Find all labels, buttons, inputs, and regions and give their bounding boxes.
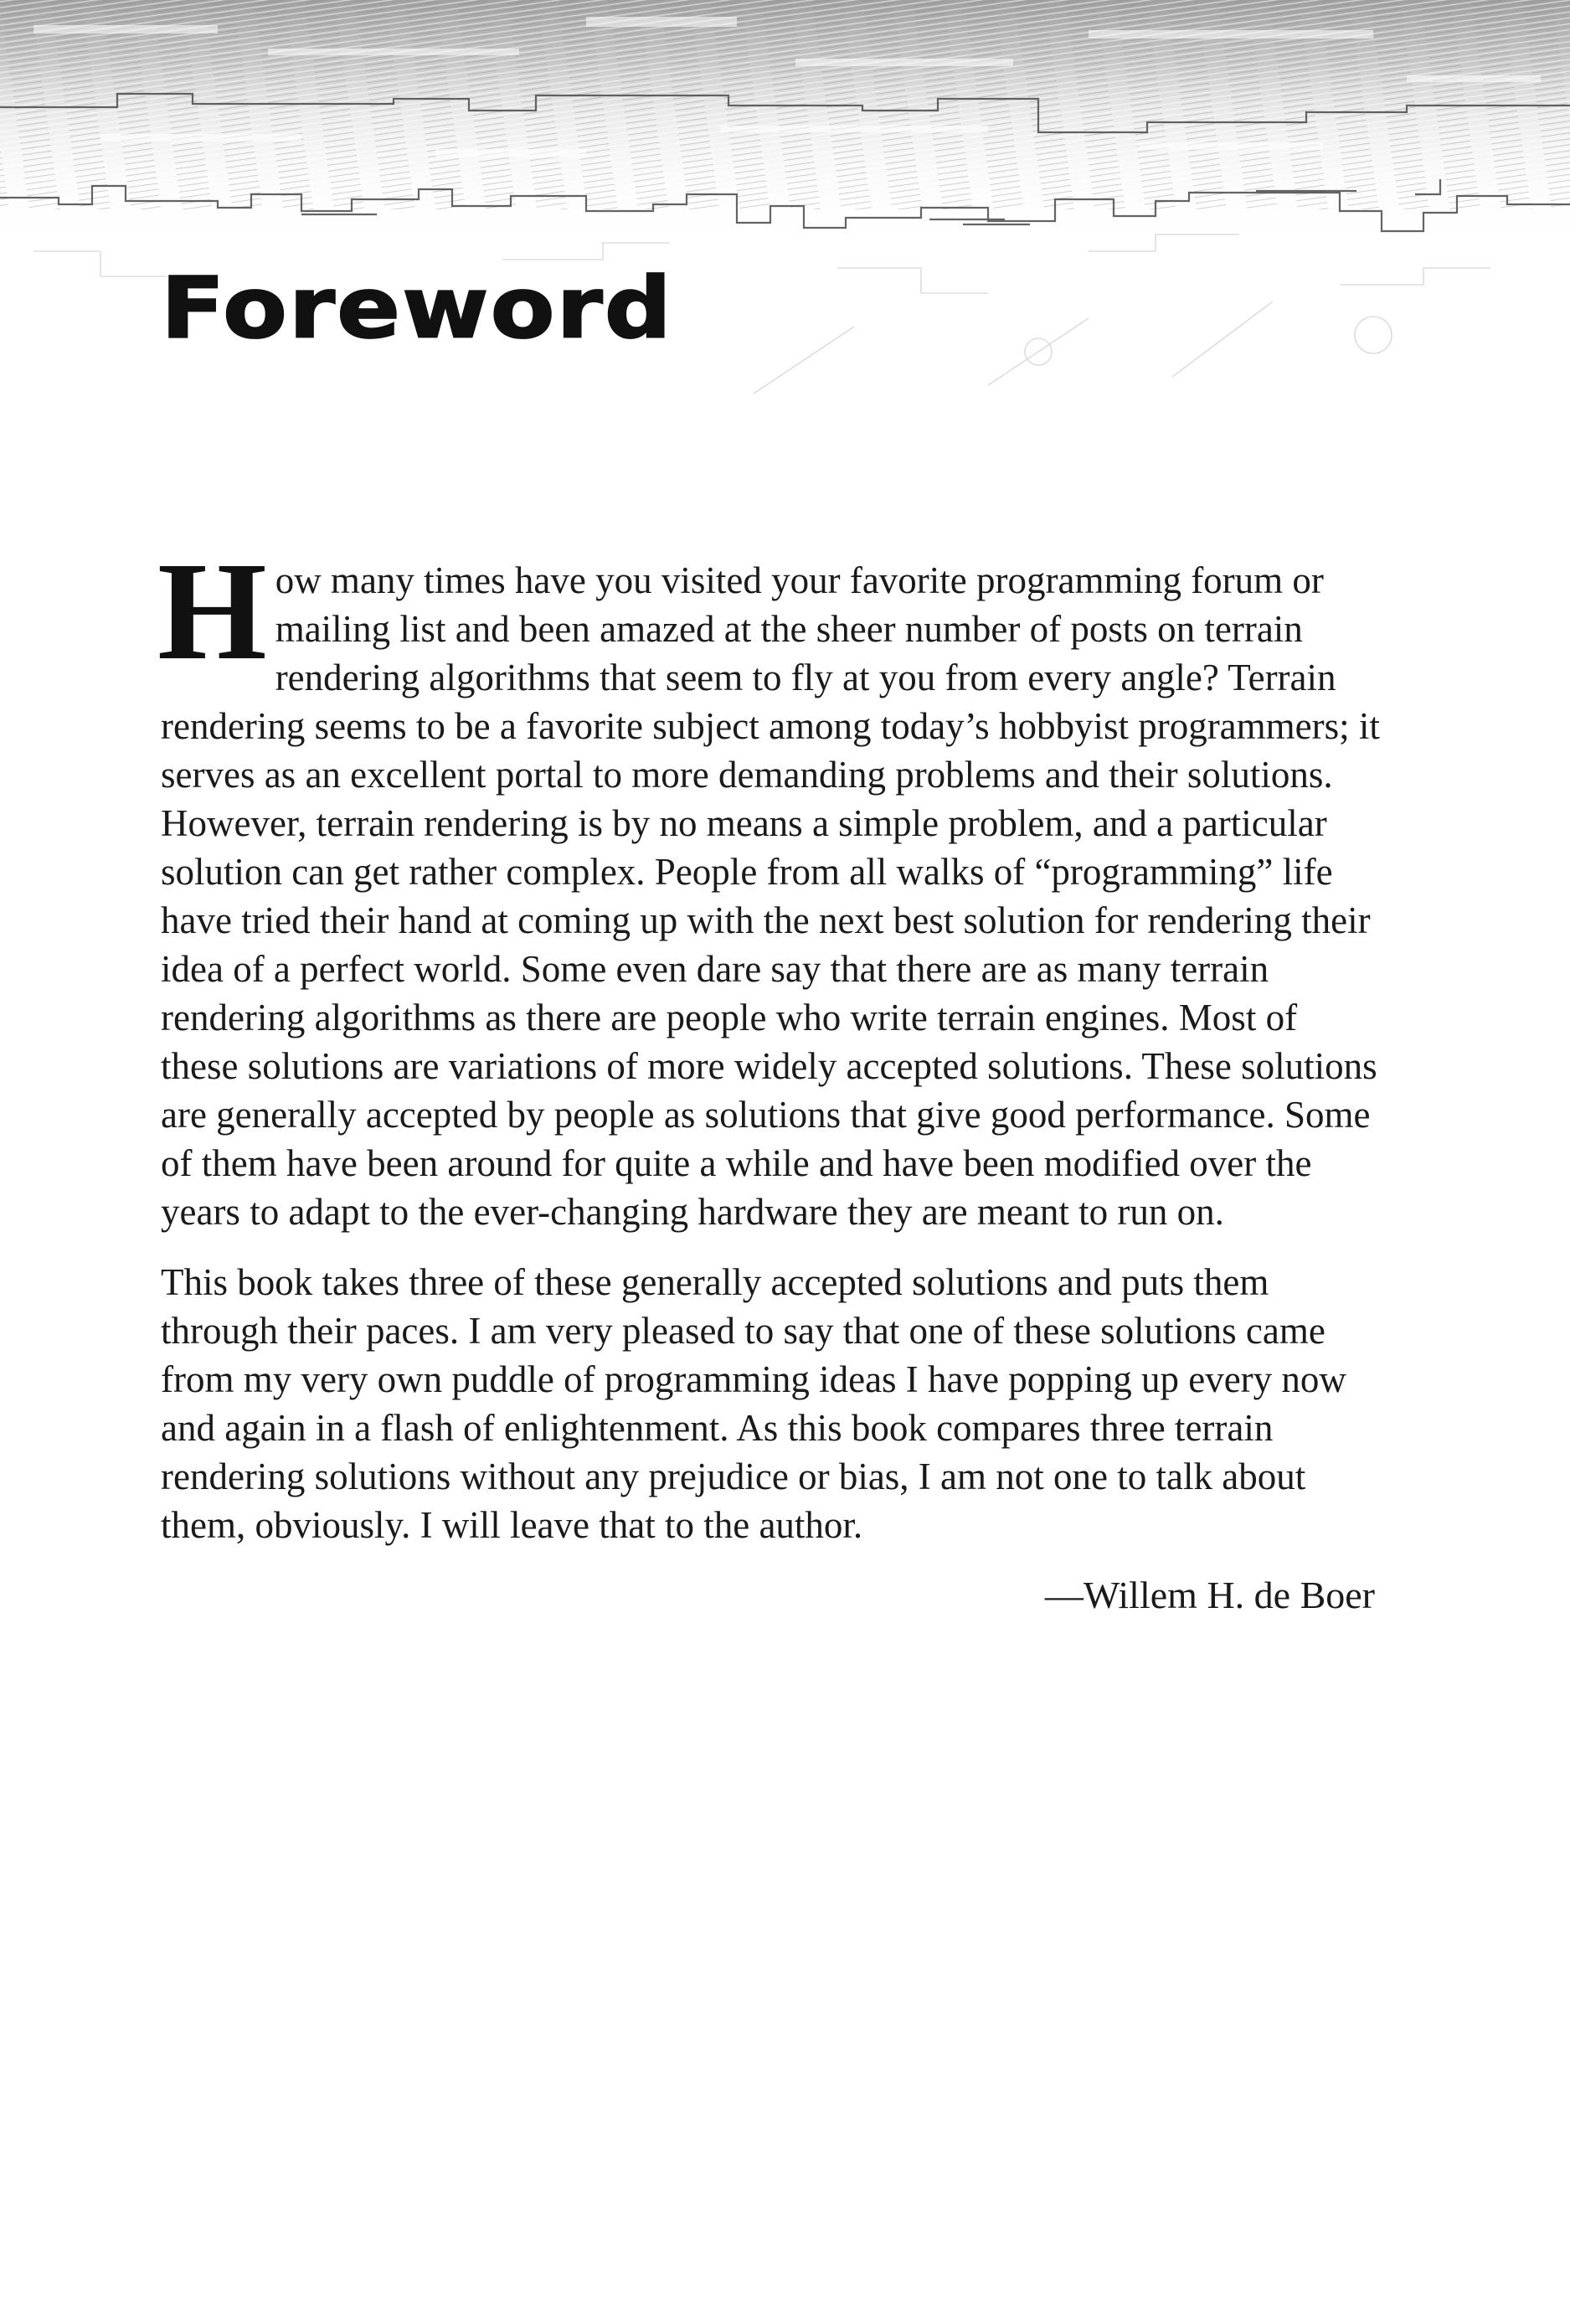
drop-cap: H [157,533,267,689]
header-circuit-decoration [0,0,1570,469]
paragraph-1 [157,533,1383,1236]
chapter-title: Foreword [161,259,673,358]
paragraph-2: This book takes three of these generally accepted solutions and puts them through their paces. I am very pleased to say that one of these solutions came from my very own puddle of programming ideas I have popping up every now and again in a flash of enlightenment. As this book compares three terrain rendering solutions without any prejudice or bias, I am not one to talk about them, obviously. I will leave that to the author. [161,1261,1346,1546]
signature: —Willem H. de Boer [1044,1574,1375,1616]
foreword-body [157,533,1383,1620]
paragraph-1-text: ow many times have you visited your favorite programming forum or mailing list and been amazed at the sheer number of posts on terrain rendering algorithms that seem to fly at you from every angle? Terrain rendering seems to be a favorite subject among today’s hobbyist programmers; it serves as an excellent portal to more demanding problems and their solutions. However, terrain rendering is by no means a simple problem, and a particular solution can get rather complex. People from all walks of “programming” life have tried their hand at coming up with the next best solution for rendering their idea of a perfect world. Some even dare say that there are as many terrain rendering algorithms as there are people who write terrain engines. Most of these solutions are variations of more widely accepted solutions. These solutions are generally accepted by people as solutions that give good performance. Some of them have been around for quite a while and have been modified over the years to adapt to the ever-changing hardware they are meant to run on. [161,559,1380,1233]
